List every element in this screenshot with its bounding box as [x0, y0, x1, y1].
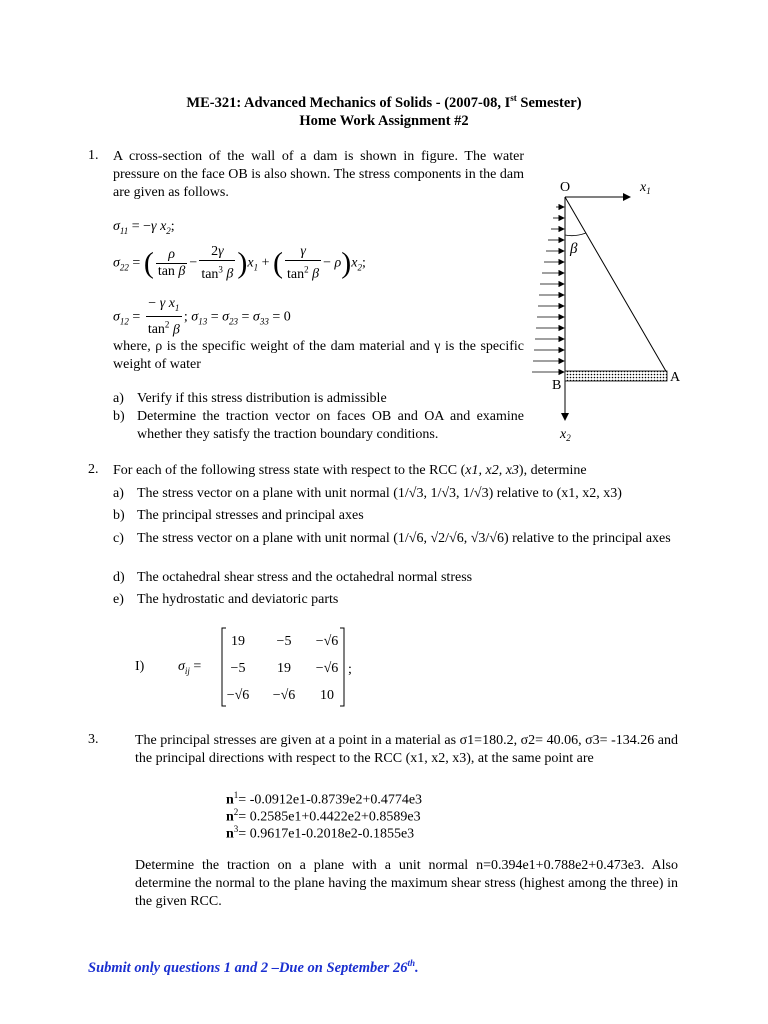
beta-arc	[565, 233, 586, 236]
assignment-title: ME-321: Advanced Mechanics of Solids - (2007-08, Ist Semester)	[186, 93, 582, 111]
part-text: Determine the traction vector on faces OB and OA and examine whether they satisfy the traction boundary conditions.	[137, 409, 524, 442]
label-x1: $x_1$	[640, 180, 651, 196]
matrix-left-bracket	[222, 628, 226, 706]
question-1-part-b	[113, 408, 524, 444]
question-3-intro: The principal stresses are given at a point in a material as σ1=180.2, σ2= 40.06, σ3= -134.26 and the principal directions with respect to the RCC (x1, x2, x3), at the same point are	[135, 733, 678, 766]
dam-figure	[530, 175, 710, 445]
question-2-intro: For each of the following stress state with respect to the RCC (x1, x2, x3), determine	[113, 463, 587, 478]
question-3-number: 3.	[88, 732, 99, 747]
equation-sigma11: $\sigma_{11} = -\gamma$ $x_2$;	[113, 219, 175, 236]
matrix-cell: 19	[231, 634, 245, 649]
equation-sigma22: $\sigma_{22}$ = ( $\frac{\rho}{\text{tan β}}$ − $\frac{2\gamma}{\tan^3 \beta}$ )$x_1$ + ( $\frac{\gamma}{\tan^2 \beta}$ − $\rho)x_2$;	[113, 244, 366, 282]
dam-face-oa	[565, 197, 667, 373]
label-a: A	[670, 370, 681, 385]
question-2-part-d: d) The octahedral shear stress and the octahedral normal stress	[113, 570, 473, 585]
matrix-cell: −√6	[226, 688, 250, 703]
equation-sigma12: $\sigma_{12}$ = $\frac{- \gamma x_1}{\tan^2 \beta}$ ; $\sigma_{13} = \sigma_{23} = \sigma_{33} = 0$	[113, 296, 291, 338]
question-2-part-a: a) The stress vector on a plane with unit normal (1/√3, 1/√3, 1/√3) relative to (x1, x2, x3)	[113, 486, 622, 501]
matrix-right-bracket	[340, 628, 344, 706]
question-2-part-c: c) The stress vector on a plane with unit normal (1/√6, √2/√6, √3/√6) relative to the principal axes	[113, 531, 671, 546]
case-label: I)	[135, 659, 145, 674]
question-2-part-e: e) The hydrostatic and deviatoric parts	[113, 592, 339, 607]
question-1-number: 1.	[88, 148, 99, 163]
matrix-cell: 10	[320, 688, 334, 703]
principal-direction-n3: $n^3= 0.9617e1-0.2018e2-0.1855e3$	[226, 824, 415, 842]
label-beta: β	[570, 241, 578, 257]
principal-direction-n1: $n^1= -0.0912e1-0.8739e2+0.4774e3$	[226, 790, 423, 808]
question-2-part-b: b) The principal stresses and principal axes	[113, 508, 364, 523]
part-label: b)	[113, 409, 125, 424]
matrix-cell: 19	[277, 661, 291, 676]
part-text: Verify if this stress distribution is admissible	[137, 391, 387, 406]
assignment-subtitle: Home Work Assignment #2	[299, 113, 469, 129]
matrix-semicolon: ;	[348, 662, 352, 677]
submission-note: Submit only questions 1 and 2 –Due on September 26th.	[88, 958, 419, 976]
dam-base-hatch	[565, 371, 667, 381]
question-1-where: where, ρ is the specific weight of the dam material and γ is the specific weight of water	[113, 339, 524, 372]
water-pressure-arrows	[532, 207, 564, 372]
question-3-task: Determine the traction on a plane with a unit normal n=0.394e1+0.788e2+0.473e3. Also determine the normal to the plane having the maximum shear stress (highest among the three) in the given RCC.	[135, 858, 678, 909]
label-o: O	[560, 180, 571, 195]
label-b: B	[552, 378, 562, 393]
question-2-number: 2.	[88, 462, 99, 477]
question-1-part-a	[113, 390, 524, 408]
stress-matrix	[220, 626, 360, 708]
matrix-cell: −5	[276, 634, 292, 649]
sigma-ij-label: $\sigma_{ij}$ =	[178, 659, 202, 676]
principal-direction-n2: $n^2= 0.2585e1+0.4422e2+0.8589e3$	[226, 807, 421, 825]
matrix-cell: −5	[230, 661, 246, 676]
matrix-cell: −√6	[315, 661, 339, 676]
question-1-intro: A cross-section of the wall of a dam is shown in figure. The water pressure on the face OB is also shown. The stress components in the dam are given as follows.	[113, 149, 524, 200]
label-x2: $x_2$	[560, 427, 571, 443]
part-label: a)	[113, 391, 124, 406]
matrix-cell: −√6	[315, 634, 339, 649]
matrix-cell: −√6	[272, 688, 296, 703]
